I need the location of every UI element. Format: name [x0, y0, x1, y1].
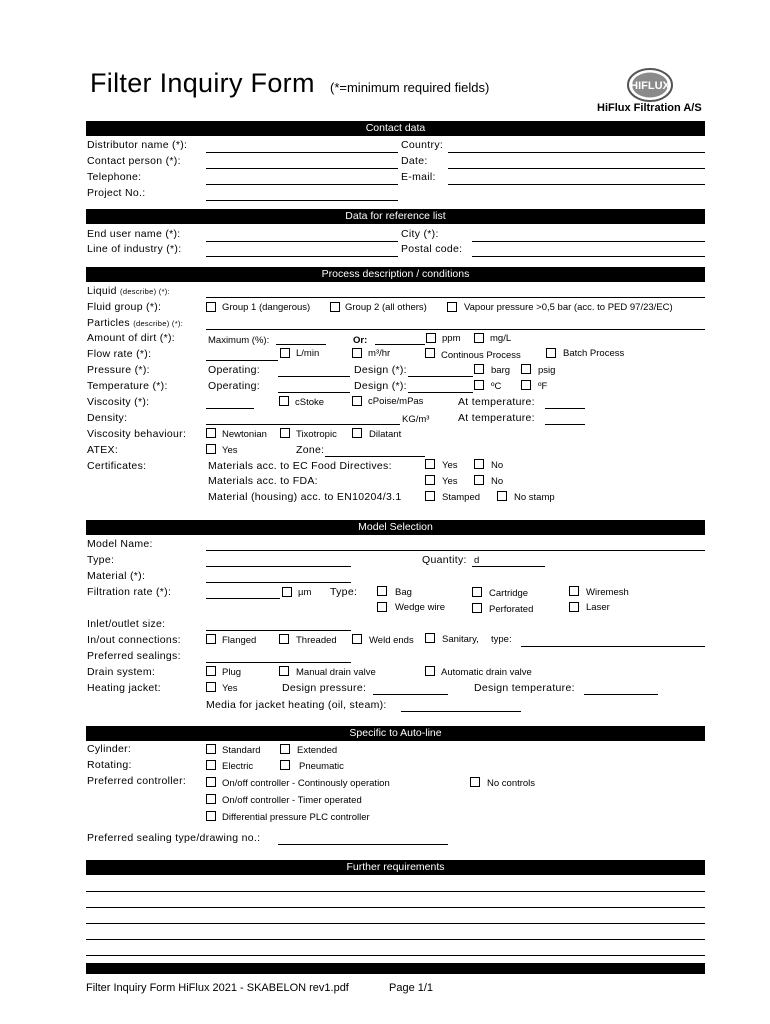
group1-checkbox[interactable]	[206, 302, 216, 312]
mgl-label: mg/L	[490, 333, 512, 344]
weld-label: Weld ends	[369, 635, 414, 646]
type-field[interactable]	[206, 566, 351, 567]
bag-label: Bag	[395, 587, 412, 598]
stamped-label: Stamped	[442, 492, 481, 503]
plc-checkbox[interactable]	[206, 811, 216, 821]
page-title: Filter Inquiry Form	[90, 68, 315, 98]
m3hr-checkbox[interactable]	[352, 348, 362, 358]
um-label: µm	[298, 587, 312, 598]
design-temp-label: Design temperature:	[474, 682, 575, 694]
material-field[interactable]	[206, 582, 351, 583]
pressure-operating-field[interactable]	[278, 376, 350, 377]
bag-checkbox[interactable]	[377, 586, 387, 596]
no-controls-label: No controls	[487, 778, 536, 789]
auto-drain-checkbox[interactable]	[425, 666, 435, 676]
behaviour-label: Viscosity behaviour:	[87, 428, 187, 440]
tixotropic-label: Tixotropic	[296, 429, 337, 440]
country-field[interactable]	[448, 152, 705, 153]
laser-label: Laser	[586, 602, 610, 613]
design-temp-field[interactable]	[584, 694, 658, 695]
end-user-label: End user name (*):	[87, 228, 181, 240]
cert-fda-yes-checkbox[interactable]	[425, 475, 435, 485]
filtration-label: Filtration rate (*):	[87, 586, 172, 598]
certificates-label: Certificates:	[87, 460, 147, 472]
um-checkbox[interactable]	[282, 587, 292, 597]
no-controls-checkbox[interactable]	[470, 777, 480, 787]
design-pressure-label: Design pressure:	[282, 682, 367, 694]
electric-checkbox[interactable]	[206, 760, 216, 770]
hiflux-logo	[626, 68, 674, 102]
liquid-field[interactable]	[206, 297, 705, 298]
group2-label: Group 2 (all others)	[345, 302, 427, 313]
wiremesh-label: Wiremesh	[586, 587, 629, 598]
postal-field[interactable]	[472, 256, 705, 257]
stamped-checkbox[interactable]	[425, 491, 435, 501]
degf-label: ºF	[538, 381, 548, 392]
inout-label: In/out connections:	[87, 634, 181, 646]
m3hr-label: m³/hr	[368, 348, 391, 359]
cert-ec-label: Materials acc. to EC Food Directives:	[208, 460, 392, 472]
onoff-timer-checkbox[interactable]	[206, 794, 216, 804]
manual-drain-checkbox[interactable]	[279, 666, 289, 676]
viscosity-label: Viscosity (*):	[87, 396, 150, 408]
media-label: Media for jacket heating (oil, steam):	[206, 699, 387, 711]
plug-label: Plug	[222, 667, 242, 678]
flow-label: Flow rate (*):	[87, 348, 152, 360]
wiremesh-checkbox[interactable]	[569, 586, 579, 596]
atex-yes-label: Yes	[222, 445, 238, 456]
cert-ec-no-label: No	[491, 460, 504, 471]
material-label: Material (*):	[87, 570, 146, 582]
standard-label: Standard	[222, 745, 261, 756]
auto-drain-label: Automatic drain valve	[441, 667, 532, 678]
project-no-label: Project No.:	[87, 187, 146, 199]
onoff-cont-checkbox[interactable]	[206, 777, 216, 787]
or-label: Or:	[353, 335, 368, 346]
quantity-label: Quantity:	[422, 554, 467, 566]
density-field[interactable]	[206, 424, 400, 425]
cert-fda-no-checkbox[interactable]	[474, 475, 484, 485]
distributor-label: Distributor name (*):	[87, 139, 188, 151]
sealings-label: Preferred sealings:	[87, 650, 181, 662]
newtonian-label: Newtonian	[222, 429, 267, 440]
viscosity-at-temp-field[interactable]	[545, 408, 585, 409]
degc-label: ºC	[491, 381, 502, 392]
telephone-label: Telephone:	[87, 171, 142, 183]
heating-label: Heating jacket:	[87, 682, 161, 694]
sanitary-type-label: type:	[491, 634, 512, 645]
cert-en-label: Material (housing) acc. to EN10204/3.1	[208, 491, 402, 503]
filter-type-label: Type:	[330, 586, 358, 598]
degc-checkbox[interactable]	[474, 380, 484, 390]
cert-ec-yes-checkbox[interactable]	[425, 459, 435, 469]
temperature-design-field[interactable]	[408, 392, 473, 393]
barg-checkbox[interactable]	[474, 364, 484, 374]
further-line-1[interactable]	[86, 891, 705, 892]
continous-label: Continous Process	[441, 350, 521, 361]
kgm3-label: KG/m³	[402, 414, 430, 425]
pressure-design-label: Design (*):	[354, 364, 407, 376]
particles-field[interactable]	[206, 329, 705, 330]
batch-checkbox[interactable]	[546, 348, 556, 358]
cartridge-checkbox[interactable]	[472, 587, 482, 597]
continous-checkbox[interactable]	[425, 348, 435, 358]
plc-label: Differential pressure PLC controller	[222, 812, 370, 823]
threaded-label: Threaded	[296, 635, 337, 646]
manual-drain-label: Manual drain valve	[296, 667, 376, 678]
extended-label: Extended	[297, 745, 338, 756]
no-stamp-checkbox[interactable]	[497, 491, 507, 501]
media-field[interactable]	[401, 711, 521, 712]
flanged-checkbox[interactable]	[206, 634, 216, 644]
drain-label: Drain system:	[87, 666, 156, 678]
vapour-checkbox[interactable]	[447, 302, 457, 312]
density-at-temp-label: At temperature:	[458, 412, 535, 424]
onoff-cont-label: On/off controller - Continously operation	[222, 778, 390, 789]
sanitary-checkbox[interactable]	[425, 633, 435, 643]
pressure-label: Pressure (*):	[87, 364, 150, 376]
end-user-field[interactable]	[206, 241, 398, 242]
sealing-type-field[interactable]	[278, 844, 448, 845]
further-line-2[interactable]	[86, 907, 705, 908]
logo-text: HIFLUX	[630, 80, 670, 92]
newtonian-checkbox[interactable]	[206, 428, 216, 438]
flow-field[interactable]	[206, 360, 278, 361]
degf-checkbox[interactable]	[521, 380, 531, 390]
cert-fda-yes-label: Yes	[442, 476, 458, 487]
barg-label: barg	[491, 365, 511, 376]
dilatant-checkbox[interactable]	[352, 428, 362, 438]
sealings-field[interactable]	[206, 662, 351, 663]
zone-label: Zone:	[296, 444, 325, 456]
company-name: HiFlux Filtration A/S	[597, 102, 702, 114]
standard-checkbox[interactable]	[206, 744, 216, 754]
density-at-temp-field[interactable]	[545, 424, 585, 425]
further-line-3[interactable]	[86, 923, 705, 924]
industry-field[interactable]	[206, 256, 398, 257]
particles-label: Particles (describe) (*):	[87, 317, 184, 329]
rotating-label: Rotating:	[87, 759, 132, 771]
contact-person-label: Contact person (*):	[87, 155, 181, 167]
tixotropic-checkbox[interactable]	[280, 428, 290, 438]
fluid-group-label: Fluid group (*):	[87, 301, 162, 313]
viscosity-field[interactable]	[206, 408, 254, 409]
date-field[interactable]	[448, 168, 705, 169]
pneumatic-label: Pneumatic	[299, 761, 344, 772]
type-label: Type:	[87, 554, 115, 566]
extended-checkbox[interactable]	[280, 744, 290, 754]
electric-label: Electric	[222, 761, 254, 772]
heating-yes-checkbox[interactable]	[206, 682, 216, 692]
telephone-field[interactable]	[206, 184, 398, 185]
process-section-heading: Process description / conditions	[86, 267, 705, 282]
zone-field[interactable]	[325, 456, 425, 457]
wedge-label: Wedge wire	[395, 602, 445, 613]
wedge-checkbox[interactable]	[377, 602, 387, 612]
contact-section-heading: Contact data	[86, 121, 705, 136]
heating-yes-label: Yes	[222, 683, 238, 694]
inlet-field[interactable]	[206, 630, 351, 631]
no-stamp-label: No stamp	[514, 492, 555, 503]
onoff-timer-label: On/off controller - Timer operated	[222, 795, 362, 806]
footer-filename: Filter Inquiry Form HiFlux 2021 - SKABELON rev1.pdf	[86, 982, 349, 994]
vapour-label: Vapour pressure >0,5 bar (acc. to PED 97/23/EC)	[464, 302, 673, 313]
distributor-field[interactable]	[206, 152, 398, 153]
quantity-value[interactable]: d	[474, 555, 480, 566]
project-no-field[interactable]	[206, 200, 398, 201]
ppm-label: ppm	[442, 333, 461, 344]
pressure-design-field[interactable]	[408, 376, 473, 377]
inlet-label: Inlet/outlet size:	[87, 618, 166, 630]
postal-label: Postal code:	[401, 243, 463, 255]
cert-fda-label: Materials acc. to FDA:	[208, 475, 318, 487]
atex-label: ATEX:	[87, 444, 119, 456]
liquid-label: Liquid (describe) (*):	[87, 285, 170, 297]
temperature-operating-field[interactable]	[278, 392, 350, 393]
cylinder-label: Cylinder:	[87, 743, 132, 755]
batch-label: Batch Process	[563, 348, 625, 359]
psig-checkbox[interactable]	[521, 364, 531, 374]
model-section-heading: Model Selection	[86, 520, 705, 535]
page-subtitle: (*=minimum required fields)	[330, 80, 490, 95]
controller-label: Preferred controller:	[87, 775, 187, 787]
further-line-5[interactable]	[86, 955, 705, 956]
reference-section-heading: Data for reference list	[86, 209, 705, 224]
cert-ec-yes-label: Yes	[442, 460, 458, 471]
or-field[interactable]	[375, 344, 425, 345]
maximum-label: Maximum (%):	[208, 335, 270, 346]
date-label: Date:	[401, 155, 428, 167]
dilatant-label: Dilatant	[369, 429, 402, 440]
perforated-label: Perforated	[489, 604, 534, 615]
psig-label: psig	[538, 365, 556, 376]
email-field[interactable]	[448, 184, 705, 185]
autoline-section-heading: Specific to Auto-line	[86, 726, 705, 741]
model-name-label: Model Name:	[87, 538, 153, 550]
cert-fda-no-label: No	[491, 476, 504, 487]
sanitary-type-field[interactable]	[521, 646, 705, 647]
country-label: Country:	[401, 139, 444, 151]
weld-checkbox[interactable]	[352, 634, 362, 644]
dirt-label: Amount of dirt (*):	[87, 332, 175, 344]
threaded-checkbox[interactable]	[279, 634, 289, 644]
ppm-checkbox[interactable]	[426, 333, 436, 343]
cpoise-checkbox[interactable]	[352, 396, 362, 406]
cert-ec-no-checkbox[interactable]	[474, 459, 484, 469]
density-label: Density:	[87, 412, 128, 424]
plug-checkbox[interactable]	[206, 666, 216, 676]
pneumatic-checkbox[interactable]	[280, 760, 290, 770]
laser-checkbox[interactable]	[569, 602, 579, 612]
cstoke-checkbox[interactable]	[279, 396, 289, 406]
temperature-design-label: Design (*):	[354, 380, 407, 392]
cpoise-label: cPoise/mPas	[368, 396, 424, 407]
footer-page: Page 1/1	[389, 982, 434, 994]
city-label: City (*):	[401, 228, 439, 240]
temperature-operating-label: Operating:	[208, 380, 261, 392]
group1-label: Group 1 (dangerous)	[222, 302, 311, 313]
design-pressure-field[interactable]	[373, 694, 448, 695]
lmin-label: L/min	[296, 348, 320, 359]
lmin-checkbox[interactable]	[280, 348, 290, 358]
filtration-field[interactable]	[206, 598, 280, 599]
further-section-heading: Further requirements	[86, 860, 705, 875]
industry-label: Line of industry (*):	[87, 243, 182, 255]
flanged-label: Flanged	[222, 635, 257, 646]
sanitary-label: Sanitary,	[442, 634, 479, 645]
pressure-operating-label: Operating:	[208, 364, 261, 376]
cstoke-label: cStoke	[295, 397, 325, 408]
quantity-field[interactable]	[472, 566, 545, 567]
further-line-4[interactable]	[86, 939, 705, 940]
sealing-type-label: Preferred sealing type/drawing no.:	[87, 832, 261, 844]
city-field[interactable]	[472, 241, 705, 242]
bottom-bar	[86, 963, 705, 974]
maximum-field[interactable]	[276, 344, 326, 345]
viscosity-at-temp-label: At temperature:	[458, 396, 535, 408]
contact-person-field[interactable]	[206, 168, 398, 169]
mgl-checkbox[interactable]	[474, 333, 484, 343]
perforated-checkbox[interactable]	[472, 603, 482, 613]
cartridge-label: Cartridge	[489, 588, 529, 599]
atex-yes-checkbox[interactable]	[206, 444, 216, 454]
group2-checkbox[interactable]	[330, 302, 340, 312]
temperature-label: Temperature (*):	[87, 380, 168, 392]
model-name-field[interactable]	[206, 550, 705, 551]
email-label: E-mail:	[401, 171, 436, 183]
